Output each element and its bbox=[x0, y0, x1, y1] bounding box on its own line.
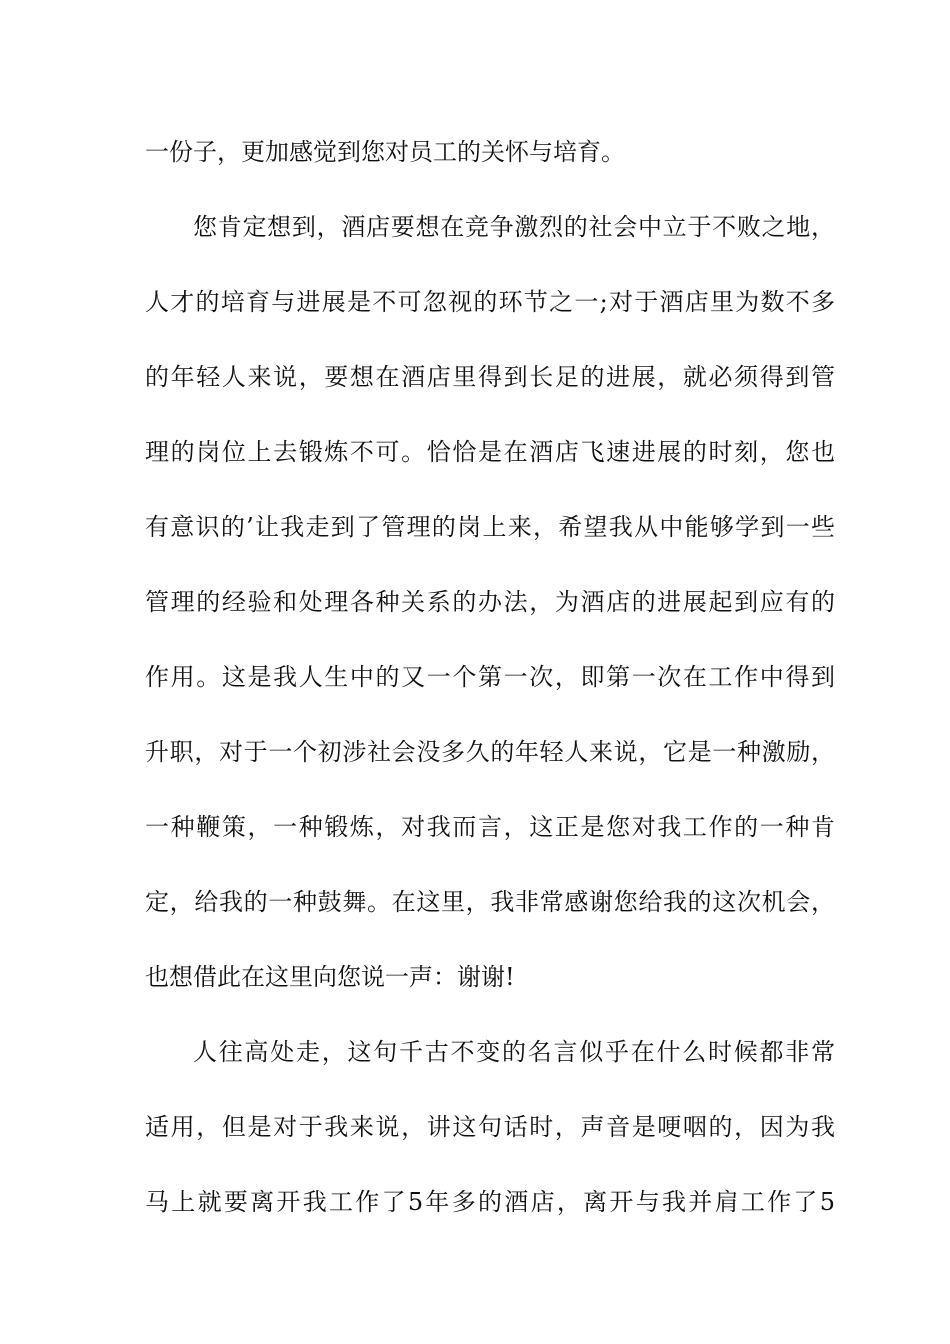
paragraph-line: 有意识的’让我走到了管理的岗上来，希望我从中能够学到一些 bbox=[145, 513, 835, 541]
paragraph-line: 适用，但是对于我来说，讲这句话时，声音是哽咽的，因为我 bbox=[145, 1113, 835, 1141]
paragraph-line: 也想借此在这里向您说一声：谢谢! bbox=[145, 963, 515, 991]
paragraph-line: 作用。这是我人生中的又一个第一次，即第一次在工作中得到 bbox=[145, 663, 835, 691]
paragraph-line: 升职，对于一个初涉社会没多久的年轻人来说，它是一种激励， bbox=[145, 738, 835, 766]
paragraph-line: 的年轻人来说，要想在酒店里得到长足的进展，就必须得到管 bbox=[145, 363, 835, 391]
paragraph-line: 一份子，更加感觉到您对员工的关怀与培育。 bbox=[145, 138, 625, 166]
paragraph-line: 人才的培育与进展是不可忽视的环节之一;对于酒店里为数不多 bbox=[145, 288, 835, 316]
paragraph-line: 人往高处走，这句千古不变的名言似乎在什么时候都非常 bbox=[193, 1038, 835, 1066]
paragraph-line: 一种鞭策，一种锻炼，对我而言，这正是您对我工作的一种肯 bbox=[145, 813, 835, 841]
paragraph-line: 定，给我的一种鼓舞。在这里，我非常感谢您给我的这次机会， bbox=[145, 888, 835, 916]
paragraph-line: 马上就要离开我工作了5年多的酒店，离开与我并肩工作了5 bbox=[145, 1188, 835, 1216]
paragraph-line: 管理的经验和处理各种关系的办法，为酒店的进展起到应有的 bbox=[145, 588, 835, 616]
paragraph-line: 您肯定想到，酒店要想在竞争激烈的社会中立于不败之地， bbox=[193, 213, 835, 241]
paragraph-line: 理的岗位上去锻炼不可。恰恰是在酒店飞速进展的时刻，您也 bbox=[145, 438, 835, 466]
